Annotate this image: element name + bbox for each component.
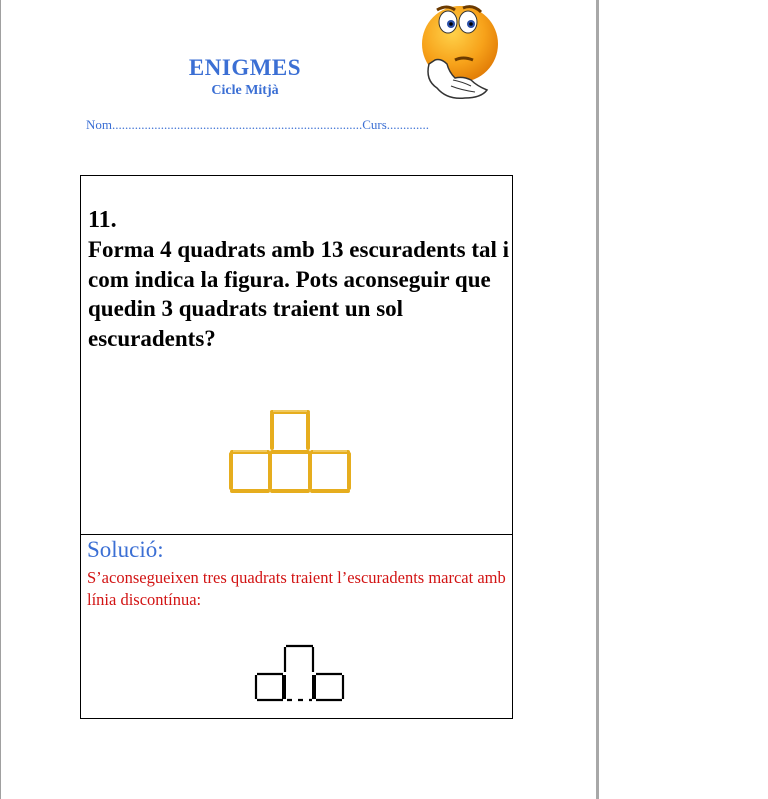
worksheet-title: ENIGMES [188, 55, 302, 80]
name-course-line: Nom.............................................................................Curs............. [86, 117, 430, 132]
matchstick-solution-figure [253, 642, 349, 702]
thinking-face-icon [415, 2, 505, 106]
page-edge-left [0, 0, 1, 799]
page-edge-right [596, 0, 599, 799]
section-divider [81, 534, 512, 535]
matchstick-squares-figure [227, 408, 355, 494]
worksheet-subtitle: Cicle Mitjà [211, 83, 279, 98]
solution-text: S’aconsegueixen tres quadrats traient l’escuradents marcat amb línia discontínua: [87, 568, 506, 609]
solution-title: Solució: [87, 537, 164, 562]
puzzle-number: 11. [88, 207, 117, 233]
puzzle-box [80, 175, 513, 719]
puzzle-question: Forma 4 quadrats amb 13 escuradents tal i com indica la figura. Pots aconseguir que quedin 3 quadrats traient un sol escuradents? [88, 237, 510, 351]
